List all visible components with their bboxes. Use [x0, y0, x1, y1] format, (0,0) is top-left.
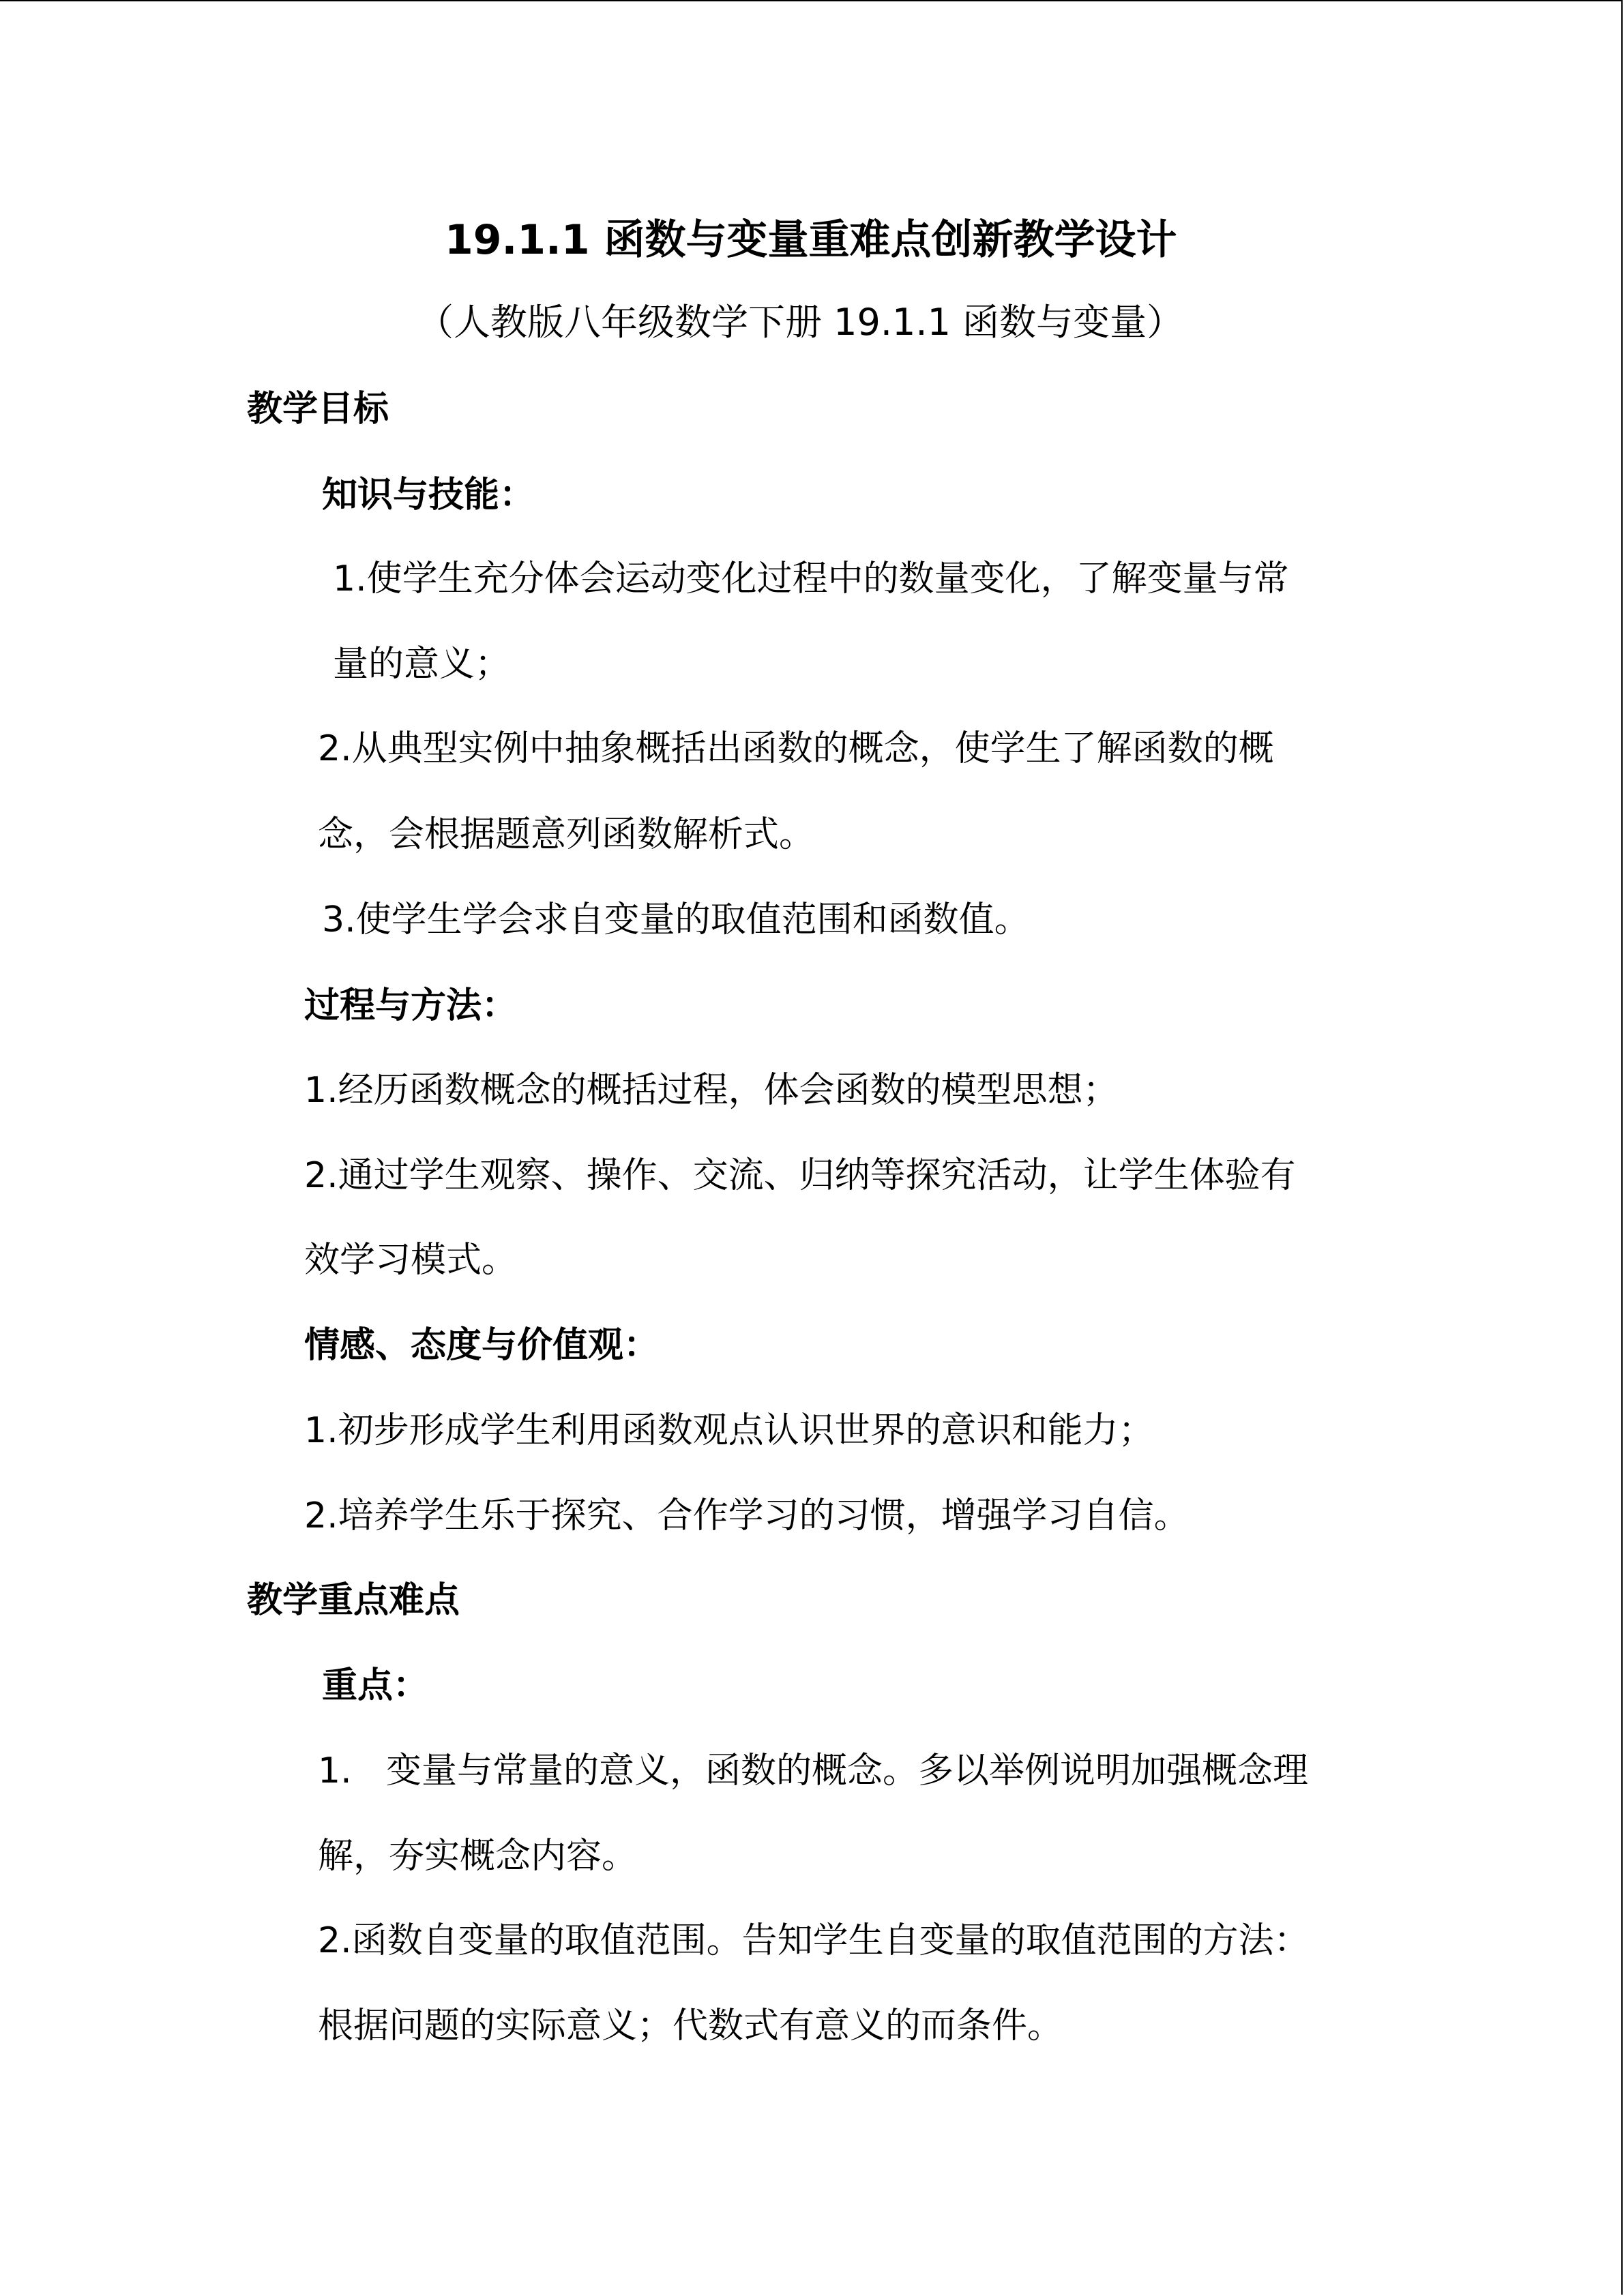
process-item-1: 1.经历函数概念的概括过程，体会函数的模型思想；	[304, 1070, 1119, 1111]
knowledge-heading: 知识与技能：	[322, 475, 535, 516]
key-heading: 重点：	[322, 1665, 429, 1706]
section-heading-key-points: 教学重点难点	[247, 1580, 460, 1621]
knowledge-item-2-line-2: 念，会根据题意列函数解析式。	[318, 814, 815, 855]
emotion-item-2: 2.培养学生乐于探究、合作学习的习惯，增强学习自信。	[304, 1495, 1190, 1536]
emotion-heading: 情感、态度与价值观：	[304, 1325, 660, 1366]
key-item-1-number: 1.	[318, 1750, 352, 1791]
process-item-2-line-2: 效学习模式。	[304, 1240, 518, 1281]
key-item-2-line-1: 2.函数自变量的取值范围。告知学生自变量的取值范围的方法：	[318, 1920, 1310, 1961]
process-heading: 过程与方法：	[304, 985, 518, 1026]
knowledge-item-3: 3.使学生学会求自变量的取值范围和函数值。	[322, 899, 1030, 940]
key-item-1-line-2: 解，夯实概念内容。	[318, 1836, 638, 1877]
knowledge-item-2-line-1: 2.从典型实例中抽象概括出函数的概念，使学生了解函数的概	[318, 728, 1274, 769]
emotion-item-1: 1.初步形成学生利用函数观点认识世界的意识和能力；	[304, 1410, 1154, 1451]
document-title: 19.1.1 函数与变量重难点创新教学设计	[445, 216, 1177, 264]
process-item-2-line-1: 2.通过学生观察、操作、交流、归纳等探究活动，让学生体验有	[304, 1155, 1296, 1196]
document-subtitle: （人教版八年级数学下册 19.1.1 函数与变量）	[417, 301, 1184, 344]
key-item-1-line-1: 变量与常量的意义，函数的概念。多以举例说明加强概念理	[386, 1750, 1309, 1791]
knowledge-item-1-line-1: 1.使学生充分体会运动变化过程中的数量变化，了解变量与常	[333, 558, 1289, 599]
section-heading-objectives: 教学目标	[247, 389, 389, 430]
key-item-2-line-2: 根据问题的实际意义；代数式有意义的而条件。	[318, 2006, 1063, 2046]
knowledge-item-1-line-2: 量的意义；	[333, 644, 511, 685]
